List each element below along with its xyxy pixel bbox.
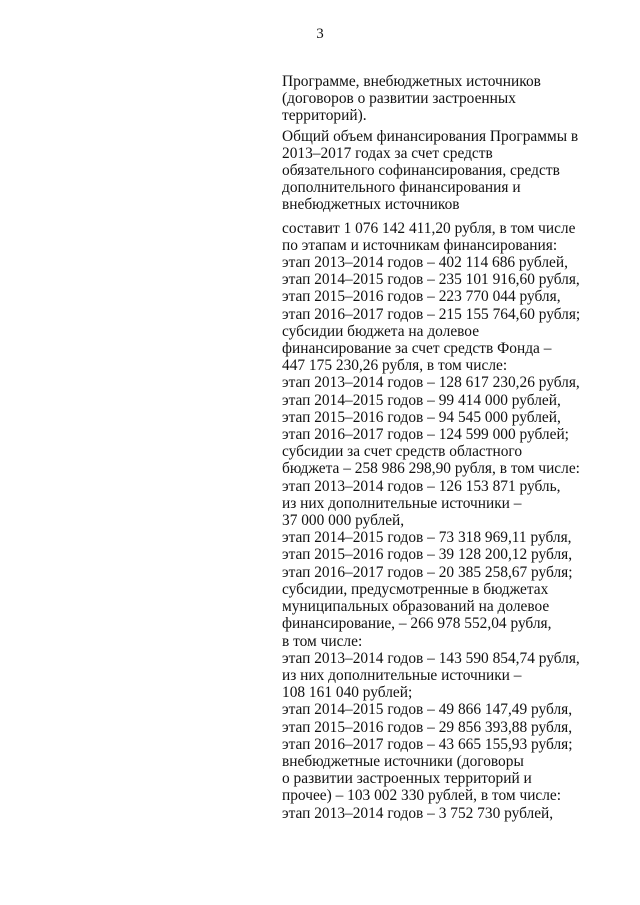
paragraph-total-financing-heading xyxy=(282,128,627,214)
text-line: внебюджетные источники (договоры xyxy=(282,752,524,770)
text-line: этап 2013–2014 годов – 126 153 871 рубль, xyxy=(282,477,561,495)
text-line: Общий объем финансирования Программы в xyxy=(282,127,579,145)
text-line: этап 2014–2015 годов – 235 101 916,60 рубля, xyxy=(282,271,580,289)
text-line: этап 2013–2014 годов – 402 114 686 рублей, xyxy=(282,254,568,272)
document-body xyxy=(282,73,627,822)
text-line: (договоров о развитии застроенных xyxy=(282,90,516,108)
text-line: этап 2015–2016 годов – 39 128 200,12 рубля, xyxy=(282,546,573,564)
text-line: о развитии застроенных территорий и xyxy=(282,770,532,788)
text-line: прочее) – 103 002 330 рублей, в том числе: xyxy=(282,787,562,805)
text-line: этап 2014–2015 годов – 73 318 969,11 рубля, xyxy=(282,529,572,547)
text-line: этап 2015–2016 годов – 223 770 044 рубля, xyxy=(282,288,561,306)
text-line: в том числе: xyxy=(282,632,363,650)
text-line: 447 175 230,26 рубля, в том числе: xyxy=(282,357,508,375)
text-line: составит 1 076 142 411,20 рубля, в том числе xyxy=(282,219,576,237)
text-line: этап 2013–2014 годов – 128 617 230,26 рубля, xyxy=(282,374,580,392)
text-line: финансирование, – 266 978 552,04 рубля, xyxy=(282,615,552,633)
text-line: внебюджетных источников xyxy=(282,196,460,214)
text-line: финансирование за счет средств Фонда – xyxy=(282,340,552,358)
text-line: по этапам и источникам финансирования: xyxy=(282,236,558,254)
text-line: этап 2013–2014 годов – 3 752 730 рублей, xyxy=(282,804,554,822)
text-line: этап 2013–2014 годов – 143 590 854,74 рубля, xyxy=(282,649,580,667)
page-number: 3 xyxy=(316,26,324,42)
text-line: Программе, внебюджетных источников xyxy=(282,73,541,90)
text-line: этап 2015–2016 годов – 29 856 393,88 рубля, xyxy=(282,718,573,736)
text-line: субсидии бюджета на долевое xyxy=(282,322,480,340)
text-line: этап 2014–2015 годов – 99 414 000 рублей, xyxy=(282,391,561,409)
text-line: из них дополнительные источники – xyxy=(282,494,522,512)
text-line: муниципальных образований на долевое xyxy=(282,598,550,616)
paragraph-programme-sources xyxy=(282,73,627,125)
text-line: этап 2016–2017 годов – 43 665 155,93 рубля; xyxy=(282,735,573,753)
text-line: этап 2015–2016 годов – 94 545 000 рублей, xyxy=(282,408,561,426)
text-line: субсидии за счет средств областного xyxy=(282,443,523,461)
text-line: этап 2016–2017 годов – 124 599 000 рублей; xyxy=(282,426,569,444)
text-line: территорий). xyxy=(282,107,367,125)
paragraph-financing-breakdown xyxy=(282,220,627,822)
text-line: этап 2014–2015 годов – 49 866 147,49 рубля, xyxy=(282,701,573,719)
text-line: 37 000 000 рублей, xyxy=(282,512,405,530)
text-line: из них дополнительные источники – xyxy=(282,666,522,684)
text-line: 2013–2017 годах за счет средств xyxy=(282,144,493,162)
text-line: субсидии, предусмотренные в бюджетах xyxy=(282,580,549,598)
text-line: бюджета – 258 986 298,90 рубля, в том числе: xyxy=(282,460,580,478)
text-line: обязательного софинансирования, средств xyxy=(282,162,560,180)
text-line: дополнительного финансирования и xyxy=(282,179,521,197)
text-line: 108 161 040 рублей; xyxy=(282,684,413,702)
text-line: этап 2016–2017 годов – 20 385 258,67 рубля; xyxy=(282,563,573,581)
text-line: этап 2016–2017 годов – 215 155 764,60 рубля; xyxy=(282,305,581,323)
